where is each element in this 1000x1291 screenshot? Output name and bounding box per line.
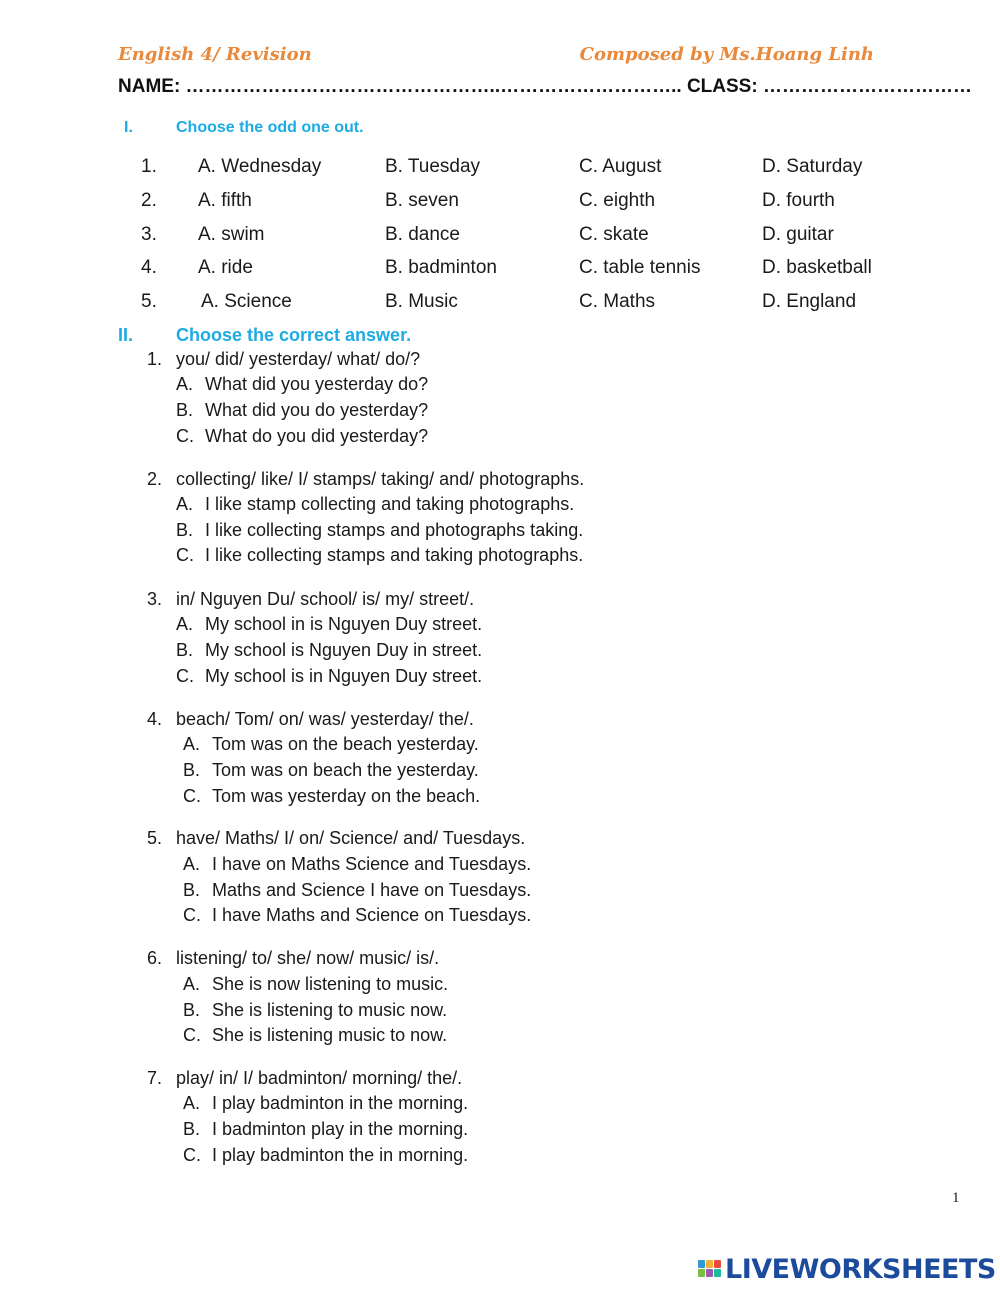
liveworksheets-logo-icon <box>697 1256 723 1282</box>
odd-row-1 <box>0 156 1000 182</box>
row-number: 3. <box>141 224 157 245</box>
option-text: I have on Maths Science and Tuesdays. <box>212 854 532 874</box>
option-c[interactable]: C. August <box>579 156 662 177</box>
option-label: B. <box>183 880 201 900</box>
row-number: 1. <box>141 156 157 177</box>
option-b[interactable]: B. seven <box>385 190 459 211</box>
option-b[interactable]: B. Music <box>385 291 458 312</box>
option-label: A. <box>183 854 201 874</box>
option-b[interactable]: B. Tuesday <box>385 156 481 177</box>
header-left: English 4/ Revision <box>118 44 312 65</box>
section2-number: II. <box>118 325 134 345</box>
option-text: I play badminton in the morning. <box>212 1093 469 1113</box>
question-text: have/ Maths/ I/ on/ Science/ and/ Tuesdays. <box>176 828 526 848</box>
header-right: Composed by Ms.Hoang Linh <box>579 44 874 65</box>
option-text: What did you yesterday do? <box>205 374 429 394</box>
option-text: Tom was on beach the yesterday. <box>212 760 479 780</box>
option-text: She is listening music to now. <box>212 1025 448 1045</box>
row-number: 2. <box>141 190 157 211</box>
option-label: B. <box>176 640 194 660</box>
question-number: 5. <box>147 828 163 848</box>
option-label: C. <box>183 1145 201 1165</box>
question-number: 7. <box>147 1068 163 1088</box>
question-number: 4. <box>147 709 163 729</box>
row-number: 4. <box>141 257 157 278</box>
option-label: C. <box>183 905 201 925</box>
option-d[interactable]: D. guitar <box>762 224 834 245</box>
brand-name: LIVEWORKSHEETS <box>725 1253 996 1285</box>
option-c[interactable]: C. eighth <box>579 190 656 211</box>
option-label: C. <box>176 545 194 565</box>
option-d[interactable]: D. fourth <box>762 190 835 211</box>
option-text: She is listening to music now. <box>212 1000 448 1020</box>
option-d[interactable]: D. England <box>762 291 857 312</box>
option-text: What did you do yesterday? <box>205 400 429 420</box>
question-number: 2. <box>147 469 163 489</box>
option-b[interactable]: B. badminton <box>385 257 497 278</box>
option-text: What do you did yesterday? <box>205 426 429 446</box>
section1-number: I. <box>124 119 133 136</box>
odd-row-4 <box>0 257 1000 283</box>
option-label: A. <box>183 1093 201 1113</box>
option-label: B. <box>176 520 194 540</box>
question-text: you/ did/ yesterday/ what/ do/? <box>176 349 421 369</box>
option-label: A. <box>183 974 201 994</box>
section2-title: Choose the correct answer. <box>176 325 412 345</box>
option-c[interactable]: C. Maths <box>579 291 656 312</box>
option-text: Tom was yesterday on the beach. <box>212 786 481 806</box>
odd-row-3 <box>0 224 1000 250</box>
name-class-line: NAME: …………………………………………..……………………….. CLASS: …………………………… <box>118 76 972 97</box>
option-b[interactable]: B. dance <box>385 224 460 245</box>
option-text: Maths and Science I have on Tuesdays. <box>212 880 532 900</box>
page-number: 1 <box>952 1190 960 1206</box>
option-d[interactable]: D. Saturday <box>762 156 863 177</box>
odd-row-5 <box>0 291 1000 317</box>
liveworksheets-brand[interactable] <box>697 1252 996 1286</box>
option-c[interactable]: C. skate <box>579 224 649 245</box>
question-text: in/ Nguyen Du/ school/ is/ my/ street/. <box>176 589 475 609</box>
option-label: B. <box>183 1000 201 1020</box>
question-number: 6. <box>147 948 163 968</box>
option-text: I like collecting stamps and photographs taking. <box>205 520 584 540</box>
option-text: My school in is Nguyen Duy street. <box>205 614 483 634</box>
option-label: B. <box>183 1119 201 1139</box>
option-label: B. <box>183 760 201 780</box>
option-d[interactable]: D. basketball <box>762 257 872 278</box>
option-a[interactable]: A. fifth <box>198 190 252 211</box>
question-text: play/ in/ I/ badminton/ morning/ the/. <box>176 1068 463 1088</box>
option-label: A. <box>183 734 201 754</box>
option-a[interactable]: A. Science <box>201 291 292 312</box>
option-text: I like collecting stamps and taking photographs. <box>205 545 584 565</box>
option-text: My school is Nguyen Duy in street. <box>205 640 483 660</box>
option-a[interactable]: A. Wednesday <box>198 156 322 177</box>
option-c[interactable]: C. table tennis <box>579 257 701 278</box>
odd-row-2 <box>0 190 1000 216</box>
question-text: listening/ to/ she/ now/ music/ is/. <box>176 948 440 968</box>
option-label: A. <box>176 494 194 514</box>
option-label: C. <box>183 786 201 806</box>
option-label: B. <box>176 400 194 420</box>
option-text: She is now listening to music. <box>212 974 449 994</box>
option-label: C. <box>176 426 194 446</box>
option-label: A. <box>176 374 194 394</box>
section1-title: Choose the odd one out. <box>176 119 364 136</box>
option-text: I like stamp collecting and taking photographs. <box>205 494 575 514</box>
option-a[interactable]: A. swim <box>198 224 265 245</box>
question-text: beach/ Tom/ on/ was/ yesterday/ the/. <box>176 709 474 729</box>
option-label: A. <box>176 614 194 634</box>
option-label: C. <box>183 1025 201 1045</box>
question-text: collecting/ like/ I/ stamps/ taking/ and/ photographs. <box>176 469 585 489</box>
question-number: 1. <box>147 349 163 369</box>
option-text: I play badminton the in morning. <box>212 1145 469 1165</box>
row-number: 5. <box>141 291 157 312</box>
option-text: I have Maths and Science on Tuesdays. <box>212 905 532 925</box>
option-a[interactable]: A. ride <box>198 257 253 278</box>
option-text: My school is in Nguyen Duy street. <box>205 666 483 686</box>
option-text: Tom was on the beach yesterday. <box>212 734 479 754</box>
option-text: I badminton play in the morning. <box>212 1119 469 1139</box>
option-label: C. <box>176 666 194 686</box>
question-number: 3. <box>147 589 163 609</box>
